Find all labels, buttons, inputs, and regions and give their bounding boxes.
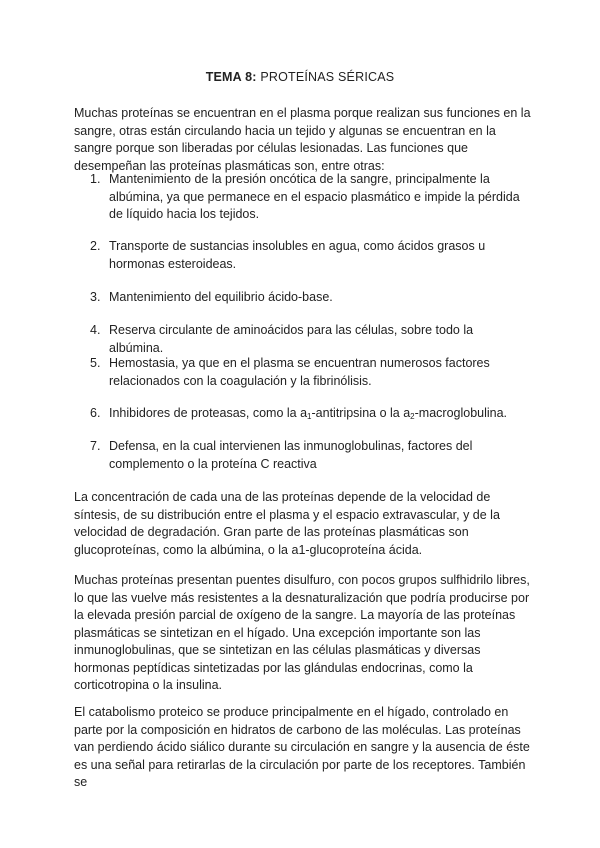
list-item-text: Transporte de sustancias insolubles en agua, como ácidos grasos u hormonas esteroideas. <box>109 239 486 271</box>
list-item-text: Inhibidores de proteasas, como la $a_1$-antitripsina o la $a_2$-macroglobulina. <box>109 406 508 421</box>
list-item-text: Defensa, en la cual intervienen las inmunoglobulinas, factores del complemento o la proteína C reactiva <box>109 439 473 471</box>
subscript: 1 <box>307 412 312 421</box>
intro-paragraph: Muchas proteínas se encuentran en el plasma porque realizan sus funciones en la sangre, otras están circulando hacia un tejido y algunas se encuentran en la sangre porque son liberadas por células lesionadas. Las funciones que desempeñan las proteínas plasmáticas son, entre otras: <box>74 106 531 173</box>
paragraph-catabolism: El catabolismo proteico se produce principalmente en el hígado, controlado en parte por la composición en hidratos de carbono de las moléculas. Las proteínas van perdiendo ácido siálico durante su circulación en sangre y la ausencia de éste es una señal para retirarlas de la circulación por parte de los receptores. También se <box>74 705 530 789</box>
list-item-number: 3. <box>90 290 101 304</box>
list-item-text: Mantenimiento del equilibrio ácido-base. <box>109 290 333 304</box>
list-item-number: 4. <box>90 323 101 337</box>
list-item-number: 5. <box>90 356 101 370</box>
page-title <box>0 70 600 84</box>
subscript: 2 <box>410 412 415 421</box>
list-item-text: Hemostasia, ya que en el plasma se encuentran numerosos factores relacionados con la coagulación y la fibrinólisis. <box>109 356 490 388</box>
list-item-number: 6. <box>90 406 101 420</box>
title-number: TEMA 8: <box>205 70 257 84</box>
list-item-number: 7. <box>90 439 101 453</box>
title-text: PROTEÍNAS SÉRICAS <box>260 70 395 84</box>
list-item-text: Reserva circulante de aminoácidos para las células, sobre todo la albúmina. <box>109 323 474 355</box>
list-item-text: Mantenimiento de la presión oncótica de la sangre, principalmente la albúmina, ya que permanece en el espacio plasmático e impide la pérdida de líquido hacia los tejidos. <box>109 172 520 221</box>
paragraph-concentration: La concentración de cada una de las proteínas depende de la velocidad de síntesis, de su distribución entre el plasma y el espacio extravascular, y de la velocidad de degradación. Gran parte de las proteínas plasmáticas son glucoproteínas, como la albúmina, o la a1-glucoproteína ácida. <box>74 490 500 557</box>
list-item-number: 2. <box>90 239 101 253</box>
list-item-number: 1. <box>90 172 101 186</box>
paragraph-disulfide: Muchas proteínas presentan puentes disulfuro, con pocos grupos sulfhidrilo libres, lo que las vuelve más resistentes a la desnaturalización que podría producirse por la elevada presión parcial de oxígeno de la sangre. La mayoría de las proteínas plasmáticas se sintetizan en el hígado. Una excepción importante son las inmunoglobulinas, que se sintetizan en las células plasmáticas y diversas hormonas peptídicas sintetizadas por las glándulas endocrinas, como la corticotropina o la insulina. <box>74 573 530 692</box>
